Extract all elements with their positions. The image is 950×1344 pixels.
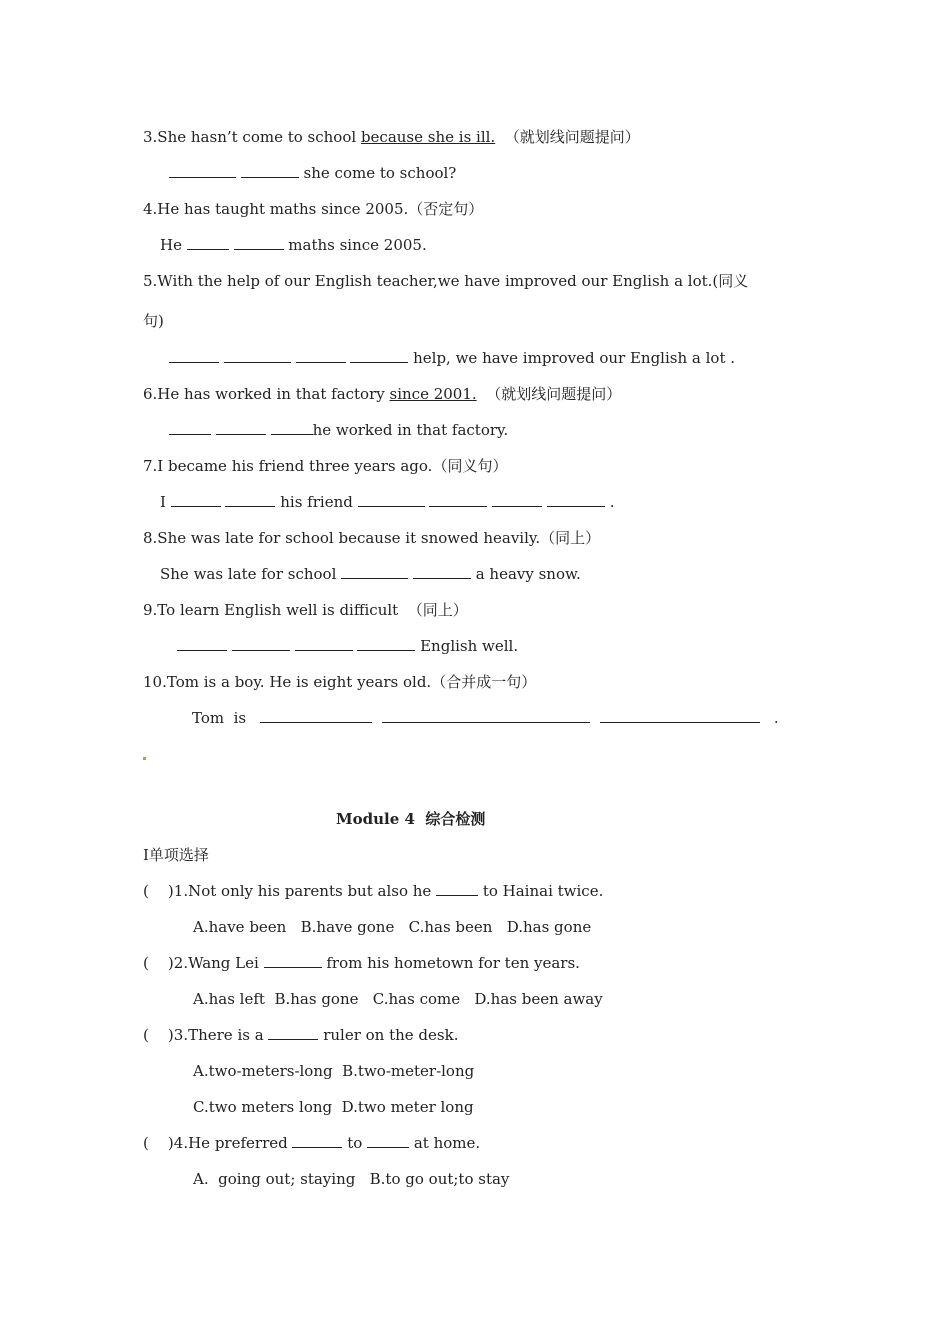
- mc-4-stem-tail: at home.: [409, 1134, 481, 1152]
- mc-4-stem-mid: to: [342, 1134, 368, 1152]
- answer-7: [160, 492, 615, 512]
- q6-instruction: （就划线问题提问）: [476, 385, 622, 403]
- answer-7-tail: .: [604, 493, 615, 511]
- mc-2-stem: ( )2.Wang Lei: [143, 954, 264, 972]
- answer-blank[interactable]: [271, 420, 313, 435]
- question-9: 9.To learn English well is difficult （同上）: [143, 601, 468, 619]
- mc-question-3: [143, 1025, 458, 1045]
- answer-8: [160, 564, 581, 584]
- answer-blank[interactable]: [232, 636, 290, 651]
- answer-blank[interactable]: [436, 881, 478, 896]
- answer-blank[interactable]: [241, 163, 299, 178]
- answer-blank[interactable]: [413, 564, 471, 579]
- answer-4: [160, 235, 427, 255]
- answer-blank[interactable]: [429, 492, 487, 507]
- q3-text: 3.She hasn’t come to school: [143, 128, 361, 146]
- stray-mark: [143, 757, 146, 760]
- answer-5-text: help, we have improved our English a lot .: [408, 349, 736, 367]
- section-title: I单项选择: [143, 846, 209, 864]
- answer-blank[interactable]: [382, 708, 590, 723]
- answer-blank[interactable]: [367, 1133, 409, 1148]
- answer-blank[interactable]: [350, 348, 408, 363]
- answer-8-pre: She was late for school: [160, 565, 342, 583]
- answer-blank[interactable]: [547, 492, 605, 507]
- mc-3-options: A.two-meters-long B.two-meter-long: [193, 1062, 475, 1080]
- answer-4-text: maths since 2005.: [283, 236, 427, 254]
- question-7: 7.I became his friend three years ago.（同义句）: [143, 457, 508, 475]
- answer-blank[interactable]: [177, 636, 227, 651]
- question-8: 8.She was late for school because it snowed heavily.（同上）: [143, 529, 601, 547]
- answer-5: [169, 348, 735, 368]
- answer-blank[interactable]: [296, 348, 346, 363]
- mc-4-options: A. going out; staying B.to go out;to stay: [193, 1170, 510, 1188]
- mc-3-options-2: C.two meters long D.two meter long: [193, 1098, 474, 1116]
- mc-4-stem: ( )4.He preferred: [143, 1134, 293, 1152]
- answer-blank[interactable]: [187, 235, 229, 250]
- answer-10-tail: .: [769, 709, 779, 727]
- answer-blank[interactable]: [268, 1025, 318, 1040]
- question-5-cont: 句): [143, 312, 164, 330]
- mc-question-1: [143, 881, 603, 901]
- answer-blank[interactable]: [260, 708, 372, 723]
- answer-blank[interactable]: [292, 1133, 342, 1148]
- answer-9-text: English well.: [415, 637, 519, 655]
- answer-blank[interactable]: [216, 420, 266, 435]
- mc-3-stem: ( )3.There is a: [143, 1026, 269, 1044]
- answer-7-pre: I: [160, 493, 171, 511]
- answer-blank[interactable]: [600, 708, 760, 723]
- module-title: Module 4 综合检测: [336, 810, 486, 828]
- answer-blank[interactable]: [169, 420, 211, 435]
- q3-instruction: （就划线问题提问）: [495, 128, 640, 146]
- question-5: 5.With the help of our English teacher,we have improved our English a lot.(同义: [143, 272, 749, 290]
- question-3: [143, 127, 640, 147]
- answer-blank[interactable]: [357, 636, 415, 651]
- question-6: [143, 384, 621, 404]
- question-4: 4.He has taught maths since 2005.（否定句）: [143, 200, 484, 218]
- answer-blank[interactable]: [224, 348, 291, 363]
- q3-underlined: because she is ill.: [360, 128, 496, 146]
- answer-blank[interactable]: [358, 492, 425, 507]
- mc-1-stem: ( )1.Not only his parents but also he: [143, 882, 437, 900]
- answer-7-mid: his friend: [275, 493, 358, 511]
- question-10: 10.Tom is a boy. He is eight years old.（合并成一句）: [143, 673, 537, 691]
- mc-2-options: A.has left B.has gone C.has come D.has been away: [193, 990, 603, 1008]
- answer-blank[interactable]: [225, 492, 275, 507]
- answer-9: [177, 636, 518, 656]
- mc-question-4: [143, 1133, 480, 1153]
- mc-1-options: A.have been B.have gone C.has been D.has gone: [193, 918, 592, 936]
- answer-10-pre: Tom is: [192, 709, 251, 727]
- answer-6-text: he worked in that factory.: [312, 421, 509, 439]
- answer-blank[interactable]: [295, 636, 353, 651]
- answer-3-text: she come to school?: [298, 164, 457, 182]
- answer-8-text: a heavy snow.: [470, 565, 581, 583]
- answer-10: [192, 708, 779, 728]
- answer-blank[interactable]: [234, 235, 284, 250]
- mc-1-stem-tail: to Hainai twice.: [478, 882, 604, 900]
- answer-blank[interactable]: [492, 492, 542, 507]
- q6-underlined: since 2001.: [389, 385, 477, 403]
- answer-blank[interactable]: [169, 163, 236, 178]
- answer-3: [169, 163, 456, 183]
- mc-3-stem-tail: ruler on the desk.: [318, 1026, 459, 1044]
- mc-2-stem-tail: from his hometown for ten years.: [321, 954, 580, 972]
- answer-blank[interactable]: [264, 953, 322, 968]
- mc-question-2: [143, 953, 580, 973]
- answer-blank[interactable]: [169, 348, 219, 363]
- answer-6: [169, 420, 508, 440]
- q6-text: 6.He has worked in that factory: [143, 385, 390, 403]
- answer-blank[interactable]: [341, 564, 408, 579]
- answer-blank[interactable]: [171, 492, 221, 507]
- answer-4-pre: He: [160, 236, 187, 254]
